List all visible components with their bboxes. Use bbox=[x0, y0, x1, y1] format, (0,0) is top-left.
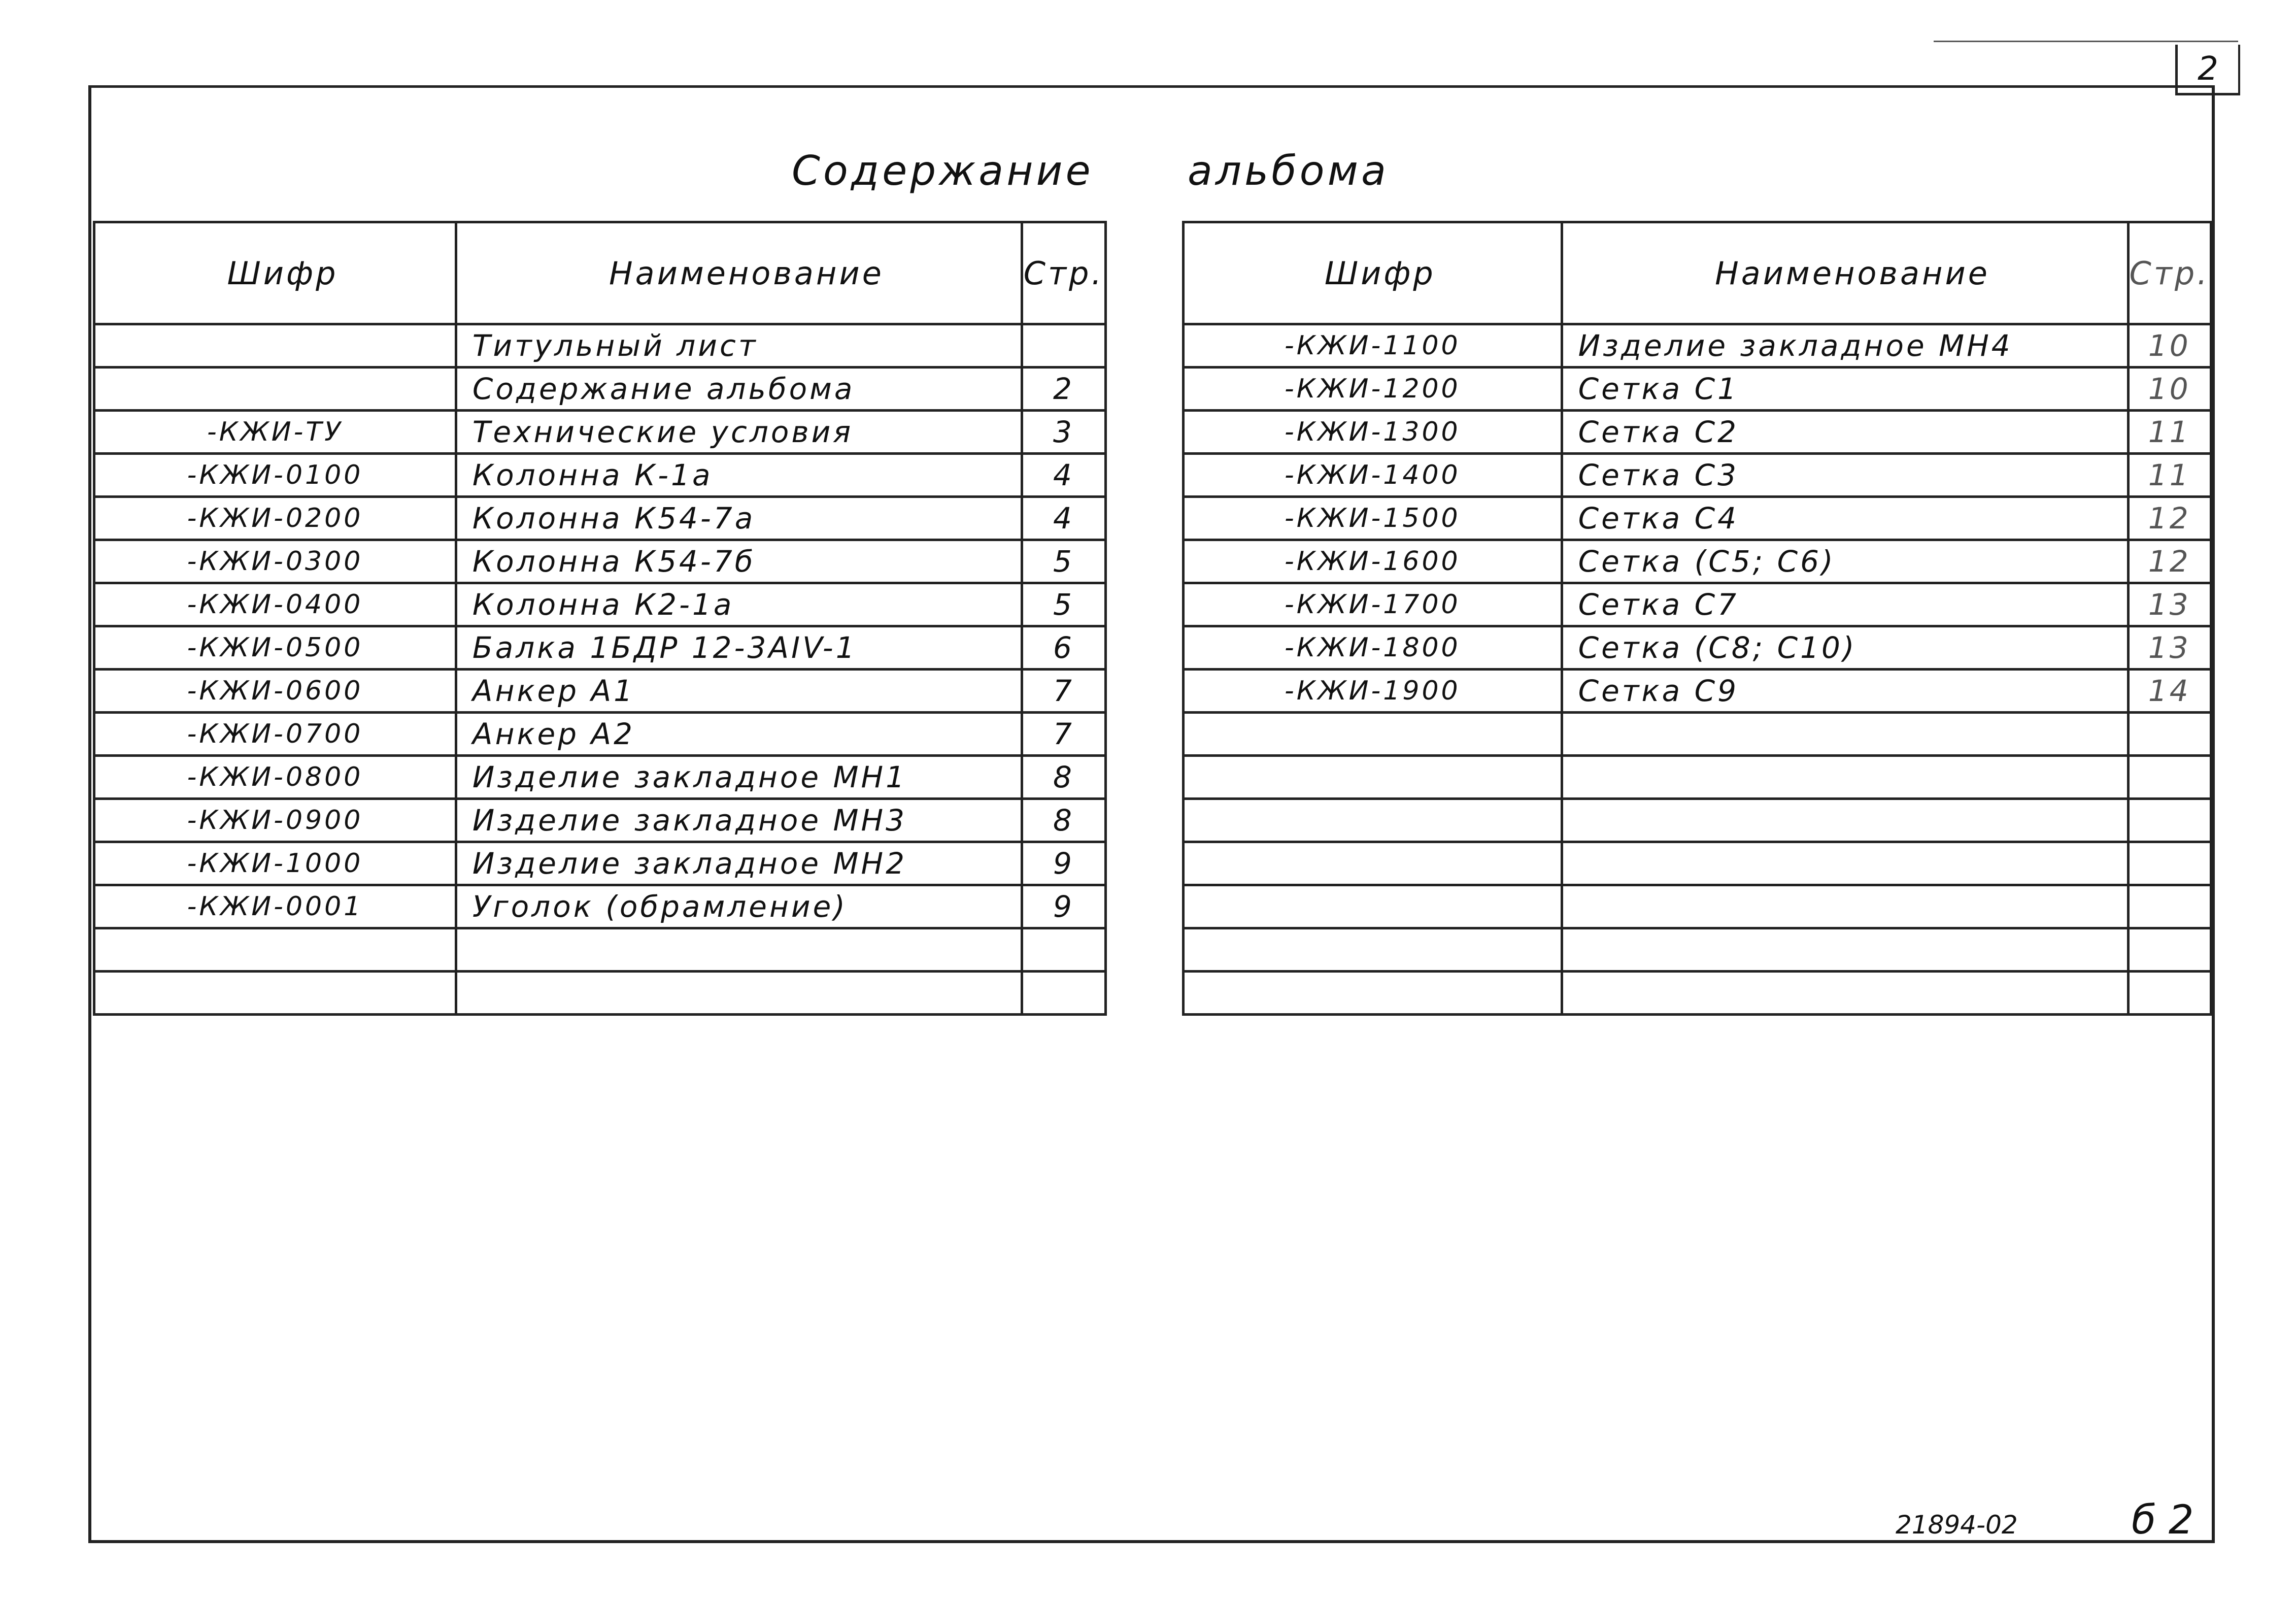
cell-code bbox=[1184, 713, 1562, 756]
cell-page bbox=[1022, 972, 1105, 1015]
table-row bbox=[94, 713, 1106, 756]
cell-name: Титульный лист bbox=[456, 324, 1022, 368]
table-row bbox=[1184, 454, 2211, 497]
cell-name: Колонна К2-1а bbox=[456, 583, 1022, 626]
cell-page: 10 bbox=[2128, 368, 2211, 411]
cell-name bbox=[1562, 799, 2128, 842]
cell-page: 11 bbox=[2128, 411, 2211, 454]
table-row bbox=[1184, 756, 2211, 799]
cell-name: Уголок (обрамление) bbox=[456, 885, 1022, 928]
cell-page: 7 bbox=[1022, 713, 1105, 756]
table-row bbox=[94, 799, 1106, 842]
cell-code: -КЖИ-0200 bbox=[94, 497, 456, 540]
cell-page: 9 bbox=[1022, 842, 1105, 885]
table-row bbox=[1184, 972, 2211, 1015]
cell-page bbox=[1022, 324, 1105, 368]
table-row bbox=[1184, 368, 2211, 411]
cell-code: -КЖИ-1000 bbox=[94, 842, 456, 885]
cell-code bbox=[94, 368, 456, 411]
cell-name bbox=[1562, 928, 2128, 972]
table-row bbox=[94, 368, 1106, 411]
cell-code: -КЖИ-ТУ bbox=[94, 411, 456, 454]
top-border-line bbox=[1934, 41, 2238, 42]
cell-page: 13 bbox=[2128, 626, 2211, 670]
cell-code: -КЖИ-1100 bbox=[1184, 324, 1562, 368]
cell-code: -КЖИ-1200 bbox=[1184, 368, 1562, 411]
table-row bbox=[94, 454, 1106, 497]
cell-page: 6 bbox=[1022, 626, 1105, 670]
cell-name: Технические условия bbox=[456, 411, 1022, 454]
cell-name: Балка 1БДР 12-3АIV-1 bbox=[456, 626, 1022, 670]
header-name: Наименование bbox=[1562, 222, 2128, 324]
cell-code: -КЖИ-1500 bbox=[1184, 497, 1562, 540]
cell-page bbox=[2128, 799, 2211, 842]
cell-page: 8 bbox=[1022, 756, 1105, 799]
cell-code bbox=[94, 928, 456, 972]
cell-page: 4 bbox=[1022, 454, 1105, 497]
table-row bbox=[1184, 583, 2211, 626]
header-code: Шифр bbox=[94, 222, 456, 324]
table-row bbox=[94, 972, 1106, 1015]
cell-page: 5 bbox=[1022, 583, 1105, 626]
header-page: Стр. bbox=[2128, 222, 2211, 324]
cell-code bbox=[1184, 885, 1562, 928]
cell-name: Сетка С7 bbox=[1562, 583, 2128, 626]
cell-code: -КЖИ-1700 bbox=[1184, 583, 1562, 626]
cell-code bbox=[94, 324, 456, 368]
cell-name: Колонна К54-7б bbox=[456, 540, 1022, 583]
table-row bbox=[94, 885, 1106, 928]
cell-name: Сетка С9 bbox=[1562, 670, 2128, 713]
cell-page: 13 bbox=[2128, 583, 2211, 626]
cell-name bbox=[456, 972, 1022, 1015]
cell-code: -КЖИ-1600 bbox=[1184, 540, 1562, 583]
footer-sheet: б 2 bbox=[2132, 1497, 2194, 1543]
table-row bbox=[94, 756, 1106, 799]
cell-code: -КЖИ-0001 bbox=[94, 885, 456, 928]
table-row bbox=[94, 842, 1106, 885]
table-row bbox=[94, 583, 1106, 626]
cell-name bbox=[1562, 756, 2128, 799]
cell-page: 12 bbox=[2128, 497, 2211, 540]
table-row bbox=[94, 540, 1106, 583]
cell-page: 3 bbox=[1022, 411, 1105, 454]
cell-code bbox=[1184, 928, 1562, 972]
cell-page bbox=[2128, 928, 2211, 972]
cell-name: Анкер А1 bbox=[456, 670, 1022, 713]
cell-page: 11 bbox=[2128, 454, 2211, 497]
header-name: Наименование bbox=[456, 222, 1022, 324]
table-row bbox=[94, 497, 1106, 540]
document-number: 21894-02 bbox=[1896, 1510, 2018, 1540]
cell-name: Изделие закладное МН4 bbox=[1562, 324, 2128, 368]
table-row bbox=[94, 670, 1106, 713]
cell-name: Сетка С3 bbox=[1562, 454, 2128, 497]
cell-name: Анкер А2 bbox=[456, 713, 1022, 756]
table-row bbox=[1184, 670, 2211, 713]
cell-page: 5 bbox=[1022, 540, 1105, 583]
table-row bbox=[1184, 497, 2211, 540]
cell-name: Сетка (С8; С10) bbox=[1562, 626, 2128, 670]
cell-code: -КЖИ-0400 bbox=[94, 583, 456, 626]
table-row bbox=[94, 928, 1106, 972]
cell-page: 14 bbox=[2128, 670, 2211, 713]
table-row bbox=[1184, 928, 2211, 972]
cell-page: 2 bbox=[1022, 368, 1105, 411]
page-title-part2: альбома bbox=[1188, 147, 1389, 194]
cell-code bbox=[1184, 842, 1562, 885]
cell-code: -КЖИ-1800 bbox=[1184, 626, 1562, 670]
cell-code bbox=[1184, 799, 1562, 842]
cell-page: 9 bbox=[1022, 885, 1105, 928]
table-row bbox=[1184, 713, 2211, 756]
cell-name: Изделие закладное МН2 bbox=[456, 842, 1022, 885]
cell-code bbox=[1184, 972, 1562, 1015]
header-page: Стр. bbox=[1022, 222, 1105, 324]
cell-page: 4 bbox=[1022, 497, 1105, 540]
cell-name: Изделие закладное МН1 bbox=[456, 756, 1022, 799]
cell-name bbox=[456, 928, 1022, 972]
page-title-part1: Содержание bbox=[792, 147, 1094, 194]
cell-code: -КЖИ-0100 bbox=[94, 454, 456, 497]
cell-name: Сетка С2 bbox=[1562, 411, 2128, 454]
cell-page: 7 bbox=[1022, 670, 1105, 713]
cell-page: 8 bbox=[1022, 799, 1105, 842]
cell-code: -КЖИ-0800 bbox=[94, 756, 456, 799]
contents-table-right bbox=[1182, 221, 2212, 1016]
cell-name: Колонна К54-7а bbox=[456, 497, 1022, 540]
cell-name bbox=[1562, 842, 2128, 885]
contents-table-left bbox=[93, 221, 1107, 1016]
cell-page bbox=[2128, 713, 2211, 756]
sheet-number: 2 bbox=[2175, 45, 2240, 95]
cell-page bbox=[2128, 885, 2211, 928]
cell-code: -КЖИ-1900 bbox=[1184, 670, 1562, 713]
cell-code: -КЖИ-0300 bbox=[94, 540, 456, 583]
cell-page bbox=[2128, 842, 2211, 885]
cell-page bbox=[2128, 972, 2211, 1015]
cell-name: Сетка С4 bbox=[1562, 497, 2128, 540]
table-row bbox=[1184, 324, 2211, 368]
cell-code: -КЖИ-1300 bbox=[1184, 411, 1562, 454]
cell-name bbox=[1562, 713, 2128, 756]
cell-name: Содержание альбома bbox=[456, 368, 1022, 411]
cell-name bbox=[1562, 972, 2128, 1015]
cell-name: Колонна К-1а bbox=[456, 454, 1022, 497]
table-row bbox=[94, 411, 1106, 454]
cell-name: Сетка С1 bbox=[1562, 368, 2128, 411]
cell-code bbox=[94, 972, 456, 1015]
cell-code: -КЖИ-0700 bbox=[94, 713, 456, 756]
cell-page bbox=[1022, 928, 1105, 972]
table-row bbox=[1184, 411, 2211, 454]
cell-name bbox=[1562, 885, 2128, 928]
table-row bbox=[1184, 885, 2211, 928]
table-row bbox=[94, 626, 1106, 670]
cell-code: -КЖИ-0900 bbox=[94, 799, 456, 842]
cell-code: -КЖИ-1400 bbox=[1184, 454, 1562, 497]
table-row bbox=[1184, 540, 2211, 583]
cell-code bbox=[1184, 756, 1562, 799]
cell-code: -КЖИ-0600 bbox=[94, 670, 456, 713]
header-code: Шифр bbox=[1184, 222, 1562, 324]
cell-name: Сетка (С5; С6) bbox=[1562, 540, 2128, 583]
cell-page: 12 bbox=[2128, 540, 2211, 583]
table-row bbox=[1184, 626, 2211, 670]
cell-code: -КЖИ-0500 bbox=[94, 626, 456, 670]
cell-page: 10 bbox=[2128, 324, 2211, 368]
table-row bbox=[1184, 799, 2211, 842]
cell-name: Изделие закладное МН3 bbox=[456, 799, 1022, 842]
table-row bbox=[94, 324, 1106, 368]
table-row bbox=[1184, 842, 2211, 885]
cell-page bbox=[2128, 756, 2211, 799]
